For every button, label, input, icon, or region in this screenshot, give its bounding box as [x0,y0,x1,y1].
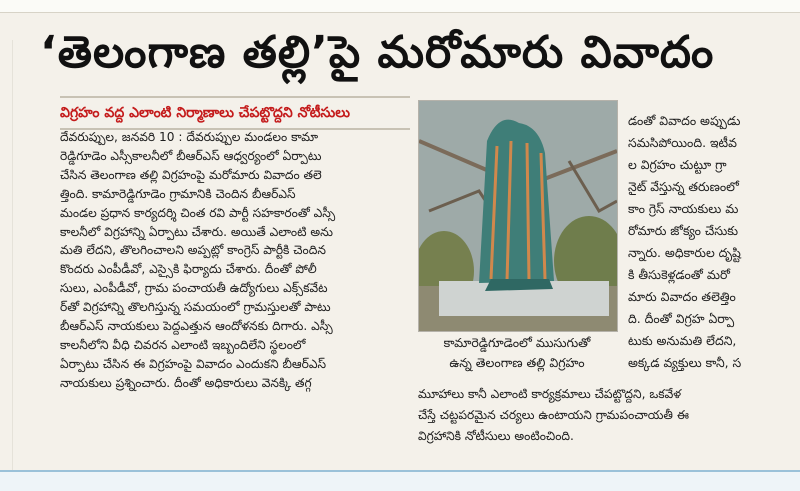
page-top-strip [0,0,800,13]
headline: ‘తెలంగాణ తల్లి’పై మరోమారు వివాదం [40,27,715,78]
article-lead-text: దేవరుప్పుల, జనవరి 10 : దేవరుప్పుల మండలం కామా రెడ్డిగూడెం ఎస్సీకాలనీలో బీఆర్‌ఎస్ ఆధ్వర్యంలో ఏర్పాటు చేసిన తెలంగాణ తల్లి విగ్రహంపై మరోమారు వివాదం తలె త్తింది. కామారెడ్డిగూడెం గ్రామానికి చెందిన బీఆర్‌ఎస్ మండల ప్రధాన కార్యదర్శి చింత రవి పార్టీ సహకారంతో ఎస్సీ కాలనీలో విగ్రహాన్ని ఏర్పాటు చేశారు. అయితే ఎలాంటి అను మతి లేదని, తొలగించాలని అప్పట్లో కాంగ్రెస్ పార్టీకి చెందిన కొందరు ఎంపీడీవో, ఎస్సైకి ఫిర్యాదు చేశారు. దీంతో పోలీ సులు, ఎంపీడీవో, గ్రామ పంచాయతీ ఉద్యోగులు ఎక్స్‌కవేట ర్‌తో విగ్రహాన్ని తొలగిస్తున్న సమయంలో గ్రామస్తులతో పాటు బీఆర్‌ఎస్ నాయకులు పెద్దఎత్తున ఆందోళనకు దిగారు. ఎస్సీ కాలనీలోని వీధి చివరన ఎలాంటి ఇబ్బందిలేని స్థలంలో ఏర్పాటు చేసిన ఈ విగ్రహంపై వివాదం ఎందుకని బీఆర్‌ఎస్ నాయకులు ప్రశ్నించారు. దీంతో అధికారులు వెనక్కి తగ్గ [60,130,336,390]
left-edge-divider [0,40,13,470]
photo-caption: కామారెడ్డిగూడెంలో ముసుగుతో ఉన్న తెలంగాణ తల్లి విగ్రహం [443,335,591,370]
article-bottom-right-text: మూహాలు కానీ ఎలాంటి కార్యక్రమాలు చేపట్టొద్దని, ఒకవేళ చేస్తే చట్టపరమైన చర్యలు ఉంటాయని గ్రామపంచాయతీ ఈ విగ్రహానికి నోటీసులు అంటించింది. [418,387,689,443]
covered-statue-illustration [419,101,617,331]
subheadline: విగ్రహం వద్ద ఎలాంటి నిర్మాణాలు చేపట్టొద్దని నోటీసులు [60,96,410,130]
statue-photo [418,100,618,332]
article-right-column: డంతో వివాదం అప్పుడు సమసిపోయింది. ఇటీవ ల విగ్రహం చుట్టూ గ్రా నైట్ వేస్తున్న తరుణంలో కాం గ్రెస్ నాయకులు మ రోమారు జోక్యం చేసుకు న్నారు. అధికారుల దృష్టి కి తీసుకెళ్లడంతో మరో మారు వివాదం తలెత్తిం ది. దీంతో విగ్రహ ఏర్పా టుకు అనుమతి లేదని, అక్కడ వ్యక్తులు కానీ, స [628,113,742,370]
article-lead-column [60,128,416,468]
page-footer-band [0,470,800,491]
